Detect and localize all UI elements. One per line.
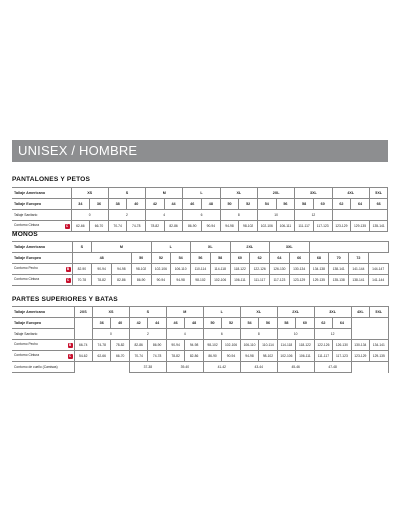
section-title-superiores: PARTES SUPERIORES Y BATAS xyxy=(12,296,118,303)
chest-marker-icon: B xyxy=(66,266,70,271)
table-cell: 58 xyxy=(277,318,295,329)
table-cell: 44 xyxy=(148,318,166,329)
table-cell: S xyxy=(129,307,166,318)
table-cell: 135-141 xyxy=(369,221,388,232)
table-cell: 129-135 xyxy=(351,221,370,232)
table-cell: 141-144 xyxy=(368,275,388,286)
table-cell: 118-122 xyxy=(296,340,314,351)
table-cell: 0 xyxy=(92,329,129,340)
table-cell: 2XL xyxy=(257,188,294,199)
table-cell xyxy=(351,329,388,340)
row-label: Contorno de cuello (Camisas) xyxy=(12,362,74,373)
table-cell: 106-110 xyxy=(240,340,258,351)
table-cell: 66-70 xyxy=(111,351,129,362)
table-cell: 62 xyxy=(314,318,332,329)
table-pantalones xyxy=(12,187,388,232)
table-cell xyxy=(351,362,388,373)
table-cell: 134-138 xyxy=(309,264,329,275)
table-cell: 111-117 xyxy=(250,275,270,286)
table-row xyxy=(12,199,388,210)
table-cell: 106-110 xyxy=(171,264,191,275)
table-cell: 135-138 xyxy=(329,275,349,286)
table-cell: 48 xyxy=(185,318,203,329)
table-cell: 94-98 xyxy=(220,221,239,232)
table-cell: 46 xyxy=(183,199,202,210)
row-label: Tallaje Americano xyxy=(12,307,74,318)
table-cell: 45-46 xyxy=(277,362,314,373)
table-cell: 43-44 xyxy=(240,362,277,373)
table-cell: 94-98 xyxy=(185,340,203,351)
table-row xyxy=(12,307,388,318)
table-cell: 86-90 xyxy=(148,340,166,351)
row-label: Tallaje Americano xyxy=(12,188,71,199)
table-cell: 2XL xyxy=(230,242,270,253)
table-cell: 6 xyxy=(183,210,220,221)
table-row xyxy=(12,362,388,373)
table-cell: 78-82 xyxy=(111,340,129,351)
table-cell: 78-82 xyxy=(92,275,112,286)
table-cell: 64 xyxy=(351,199,370,210)
table-cell: 62 xyxy=(332,199,351,210)
table-cell: 3XL xyxy=(270,242,310,253)
table-cell: 41-42 xyxy=(203,362,240,373)
table-row xyxy=(12,329,388,340)
table-cell: 106-111 xyxy=(276,221,295,232)
table-cell: 52 xyxy=(151,253,171,264)
table-cell: 130-134 xyxy=(351,340,369,351)
table-cell: 86-90 xyxy=(183,221,202,232)
table-row xyxy=(12,242,388,253)
table-cell: 82-86 xyxy=(129,340,147,351)
table-cell: 102-106 xyxy=(222,340,240,351)
table-cell: 12 xyxy=(295,210,332,221)
table-cell: XL xyxy=(240,307,277,318)
table-row xyxy=(12,253,388,264)
row-label: Tallaje Sanitario xyxy=(12,329,74,340)
table-cell xyxy=(74,362,129,373)
row-label: Tallaje Europeo xyxy=(12,253,72,264)
waist-marker-icon: C xyxy=(68,353,72,358)
table-cell: 117-123 xyxy=(270,275,290,286)
row-label: Tallaje Americano xyxy=(12,242,72,253)
table-cell: 60 xyxy=(313,199,332,210)
table-cell: 47-48 xyxy=(314,362,351,373)
table-cell: 82-86 xyxy=(185,351,203,362)
table-cell: 126-130 xyxy=(270,264,290,275)
section-title-pantalones: PANTALONES Y PETOS xyxy=(12,176,91,183)
table-cell: 56 xyxy=(191,253,211,264)
table-cell: 3XL xyxy=(295,188,332,199)
table-cell: 129-135 xyxy=(309,275,329,286)
table-cell: 114-118 xyxy=(210,264,230,275)
table-cell: 123-129 xyxy=(289,275,309,286)
table-cell: 70-74 xyxy=(108,221,127,232)
table-cell: 86-90 xyxy=(131,275,151,286)
table-cell: 2 xyxy=(108,210,145,221)
table-cell xyxy=(351,318,388,329)
table-cell: 130-134 xyxy=(289,264,309,275)
table-cell: S xyxy=(72,242,92,253)
table-cell: 66-74 xyxy=(74,340,92,351)
table-cell: 54 xyxy=(257,199,276,210)
table-cell: 34 xyxy=(71,199,90,210)
table-row xyxy=(12,275,388,286)
table-cell: S xyxy=(108,188,145,199)
table-cell: 8 xyxy=(240,329,277,340)
table-cell: 62-66 xyxy=(92,351,110,362)
table-cell: 74-78 xyxy=(127,221,146,232)
table-cell: 42 xyxy=(146,199,165,210)
table-superiores xyxy=(12,306,389,373)
table-cell xyxy=(309,242,388,253)
table-cell: 60 xyxy=(296,318,314,329)
table-cell: 10 xyxy=(277,329,314,340)
table-cell: 74-78 xyxy=(92,340,110,351)
table-cell: 90-94 xyxy=(202,221,221,232)
table-row xyxy=(12,318,388,329)
table-cell: 48 xyxy=(72,253,131,264)
table-cell: 50 xyxy=(220,199,239,210)
table-cell: 117-123 xyxy=(333,351,351,362)
table-cell: 8 xyxy=(220,210,257,221)
table-row xyxy=(12,340,388,351)
row-label: Contorno Pecho B xyxy=(12,264,72,275)
table-cell: 98-102 xyxy=(131,264,151,275)
table-cell: 78-82 xyxy=(146,221,165,232)
table-cell: 123-129 xyxy=(332,221,351,232)
table-cell: L xyxy=(151,242,191,253)
table-cell: XS xyxy=(92,307,129,318)
table-cell: 138-141 xyxy=(349,275,369,286)
table-cell: 70-78 xyxy=(72,275,92,286)
table-cell: 98-102 xyxy=(259,351,277,362)
table-row xyxy=(12,264,388,275)
table-cell: 94-98 xyxy=(112,264,132,275)
chest-marker-icon: B xyxy=(68,342,72,347)
table-cell: 40 xyxy=(111,318,129,329)
table-monos xyxy=(12,241,389,286)
table-cell: 36 xyxy=(90,199,109,210)
table-cell: 72 xyxy=(349,253,369,264)
table-cell: 60 xyxy=(230,253,250,264)
table-cell: 94-98 xyxy=(240,351,258,362)
table-cell: 117-123 xyxy=(313,221,332,232)
row-label: Contorno Cintura C xyxy=(12,275,72,286)
table-cell: 2 xyxy=(129,329,166,340)
table-cell: 78-82 xyxy=(166,351,184,362)
table-cell: 102-106 xyxy=(277,351,295,362)
table-cell: 98-102 xyxy=(203,340,221,351)
table-cell: 52 xyxy=(239,199,258,210)
table-cell: 114-118 xyxy=(277,340,295,351)
table-cell: 40 xyxy=(127,199,146,210)
table-cell: 50 xyxy=(131,253,151,264)
table-cell: 70-74 xyxy=(129,351,147,362)
table-cell: 12 xyxy=(314,329,351,340)
table-cell: 50 xyxy=(203,318,221,329)
table-cell: 36 xyxy=(92,318,110,329)
table-cell: 98-102 xyxy=(191,275,211,286)
table-cell: 10 xyxy=(257,210,294,221)
table-cell: 54 xyxy=(240,318,258,329)
table-cell: 64 xyxy=(270,253,290,264)
table-cell: 66-70 xyxy=(90,221,109,232)
table-cell: 98-102 xyxy=(239,221,258,232)
table-cell: 66 xyxy=(289,253,309,264)
row-label: Tallaje Europeo xyxy=(12,318,74,329)
table-cell: 102-106 xyxy=(151,264,171,275)
table-row xyxy=(12,188,388,199)
row-label: Tallaje Sanitario xyxy=(12,210,71,221)
table-cell: 4 xyxy=(166,329,203,340)
table-row xyxy=(12,210,388,221)
table-cell: 2XS xyxy=(74,307,92,318)
table-cell: 58 xyxy=(210,253,230,264)
table-cell: 138-141 xyxy=(329,264,349,275)
table-cell: XS xyxy=(71,188,108,199)
table-cell: 82-86 xyxy=(164,221,183,232)
table-cell: 110-114 xyxy=(191,264,211,275)
table-cell: 106-111 xyxy=(230,275,250,286)
table-cell: M xyxy=(146,188,183,199)
table-cell: 74-78 xyxy=(148,351,166,362)
table-cell xyxy=(74,318,92,329)
table-cell: 0 xyxy=(71,210,108,221)
table-cell: 5XL xyxy=(370,307,388,318)
table-cell: 2XL xyxy=(277,307,314,318)
table-cell: 68 xyxy=(309,253,329,264)
table-cell: 90-94 xyxy=(222,351,240,362)
table-cell: L xyxy=(203,307,240,318)
table-cell: 122-126 xyxy=(250,264,270,275)
table-cell: 94-98 xyxy=(171,275,191,286)
table-row xyxy=(12,351,388,362)
table-cell: 111-117 xyxy=(295,221,314,232)
table-cell: 66 xyxy=(369,199,388,210)
table-cell: 102-106 xyxy=(257,221,276,232)
table-cell: 54 xyxy=(171,253,191,264)
row-label: Tallaje Europeo xyxy=(12,199,71,210)
table-cell: 82-90 xyxy=(72,264,92,275)
table-cell: 54-62 xyxy=(74,351,92,362)
table-cell: 37-38 xyxy=(129,362,166,373)
table-cell: 52 xyxy=(222,318,240,329)
table-cell: 106-111 xyxy=(296,351,314,362)
table-cell: 5XL xyxy=(369,188,388,199)
table-cell: 126-130 xyxy=(333,340,351,351)
band-title: UNISEX / HOMBRE xyxy=(18,143,138,158)
table-cell: 46 xyxy=(166,318,184,329)
table-cell: 62 xyxy=(250,253,270,264)
row-label: Contorno Cintura C xyxy=(12,221,71,232)
table-cell: 38 xyxy=(108,199,127,210)
table-cell: M xyxy=(92,242,151,253)
waist-marker-icon: C xyxy=(66,277,70,282)
table-cell: 123-129 xyxy=(351,351,369,362)
table-cell: 90-94 xyxy=(166,340,184,351)
section-band xyxy=(12,140,388,162)
table-cell: 64 xyxy=(333,318,351,329)
table-cell: 86-90 xyxy=(203,351,221,362)
table-cell: 44 xyxy=(164,199,183,210)
section-title-monos: MONOS xyxy=(12,231,38,238)
table-cell: M xyxy=(166,307,203,318)
table-cell: 122-126 xyxy=(314,340,332,351)
table-cell: 48 xyxy=(202,199,221,210)
table-cell: XL xyxy=(220,188,257,199)
table-cell: 4XL xyxy=(332,188,369,199)
table-cell: XL xyxy=(191,242,231,253)
table-cell: 141-144 xyxy=(349,264,369,275)
table-cell: 4XL xyxy=(351,307,369,318)
table-cell: 3XL xyxy=(314,307,351,318)
table-cell: 56 xyxy=(276,199,295,210)
waist-marker-icon: C xyxy=(65,223,69,228)
table-cell: 58 xyxy=(295,199,314,210)
table-cell: 102-106 xyxy=(210,275,230,286)
table-cell: 56 xyxy=(259,318,277,329)
row-label: Contorno Pecho B xyxy=(12,340,74,351)
table-cell: L xyxy=(183,188,220,199)
table-cell: 110-114 xyxy=(259,340,277,351)
table-cell: 4 xyxy=(146,210,183,221)
table-cell xyxy=(332,210,388,221)
table-cell: 70 xyxy=(329,253,349,264)
table-cell: 90-94 xyxy=(92,264,112,275)
table-cell: 90-94 xyxy=(151,275,171,286)
table-cell xyxy=(74,329,92,340)
table-cell: 6 xyxy=(203,329,240,340)
table-cell: 144-147 xyxy=(368,264,388,275)
table-cell: 111-117 xyxy=(314,351,332,362)
table-cell: 42 xyxy=(129,318,147,329)
table-cell: 118-122 xyxy=(230,264,250,275)
row-label: Contorno Cintura C xyxy=(12,351,74,362)
table-cell: 134-141 xyxy=(370,340,388,351)
table-cell: 82-86 xyxy=(112,275,132,286)
table-cell: 129-135 xyxy=(370,351,388,362)
table-cell: 39-40 xyxy=(166,362,203,373)
table-cell: 62-66 xyxy=(71,221,90,232)
table-row xyxy=(12,221,388,232)
